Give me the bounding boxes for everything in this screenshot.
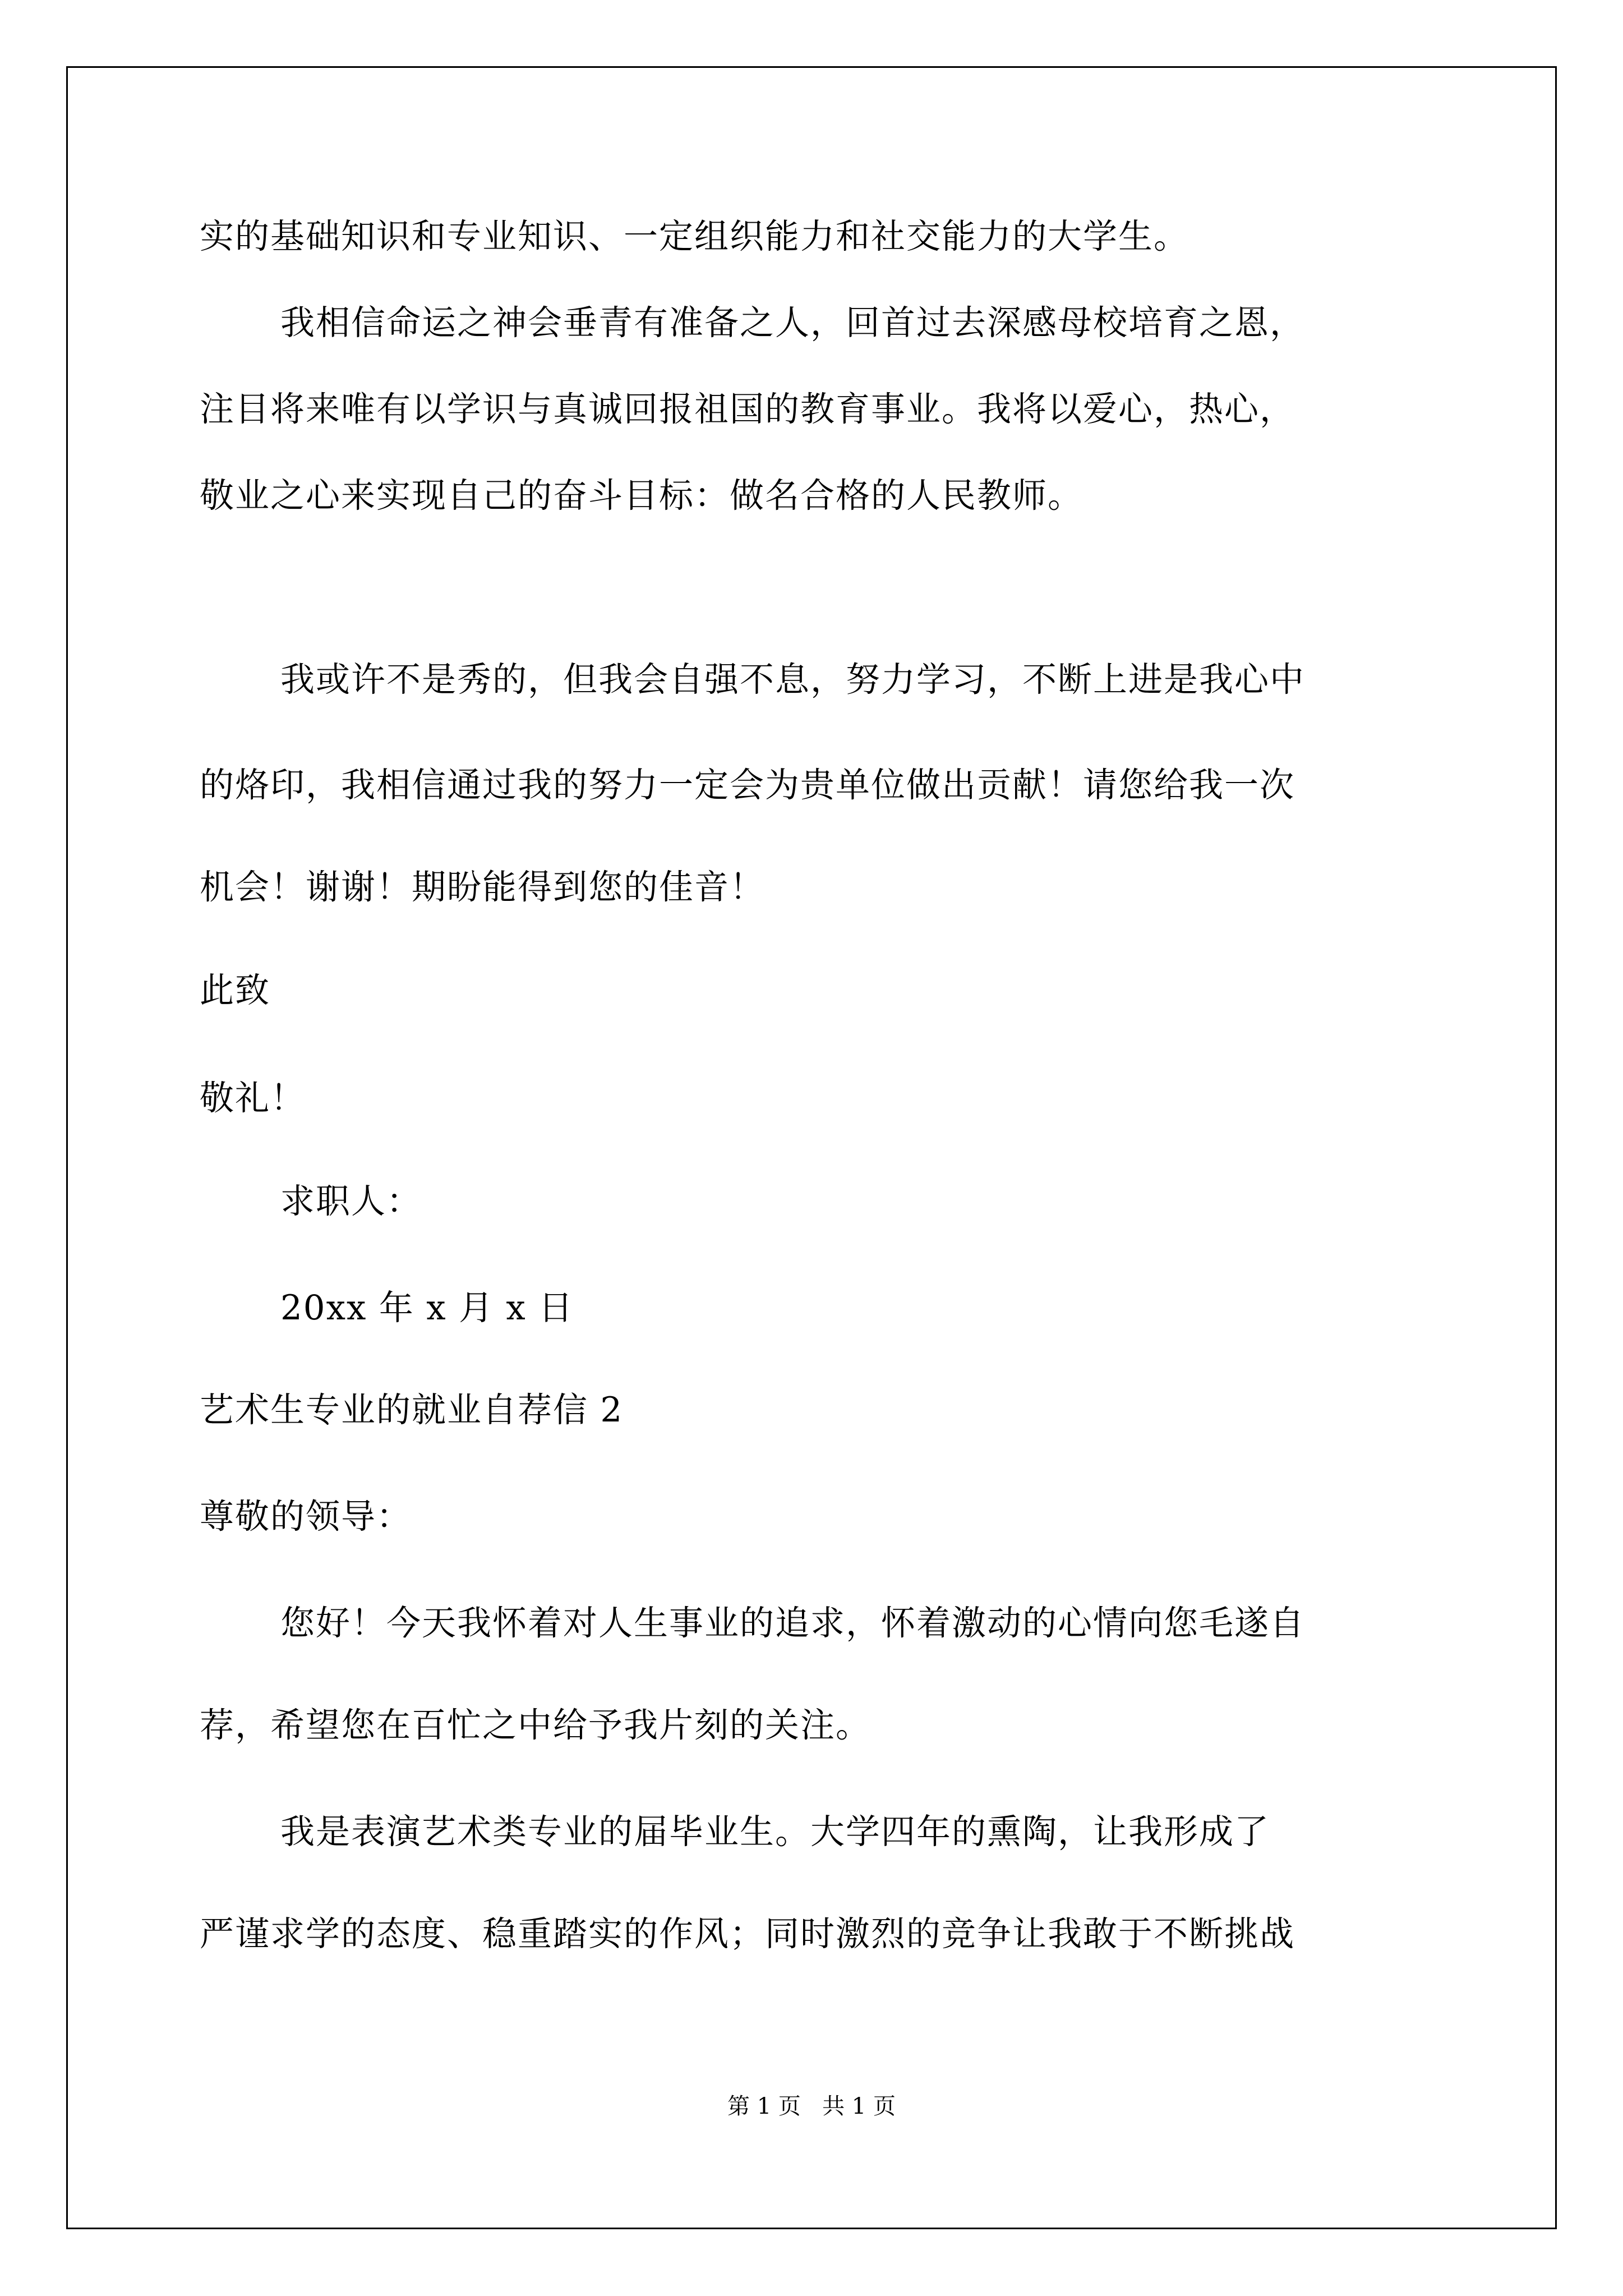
body-line-5: 我或许不是秀的，但我会自强不息，努力学习，不断上进是我心中 xyxy=(280,660,1306,700)
closing-salutation: 此致 xyxy=(200,970,271,1010)
body-line-8: 您好！今天我怀着对人生事业的追求，怀着激动的心情向您毛遂自 xyxy=(280,1603,1306,1643)
body-line-1: 实的基础知识和专业知识、一定组织能力和社交能力的大学生。 xyxy=(200,217,1189,256)
letter-date: 20xx 年 x 月 x 日 xyxy=(280,1288,574,1328)
body-line-9: 荐，希望您在百忙之中给予我片刻的关注。 xyxy=(200,1705,872,1745)
body-line-11: 严谨求学的态度、稳重踏实的作风；同时激烈的竞争让我敢于不断挑战 xyxy=(200,1914,1295,1954)
applicant-label: 求职人： xyxy=(280,1181,422,1221)
page-number-footer: 第 1 页 共 1 页 xyxy=(727,2093,896,2119)
section-title: 艺术生专业的就业自荐信 2 xyxy=(200,1390,624,1430)
body-line-4: 敬业之心来实现自己的奋斗目标：做名合格的人民教师。 xyxy=(200,476,1083,516)
body-line-2: 我相信命运之神会垂青有准备之人，回首过去深感母校培育之恩， xyxy=(280,303,1306,343)
greeting: 尊敬的领导： xyxy=(200,1497,412,1536)
body-line-3: 注目将来唯有以学识与真诚回报祖国的教育事业。我将以爱心，热心， xyxy=(200,389,1295,429)
closing-regards: 敬礼！ xyxy=(200,1078,306,1118)
body-line-10: 我是表演艺术类专业的届毕业生。大学四年的熏陶，让我形成了 xyxy=(280,1812,1270,1852)
body-line-7: 机会！谢谢！期盼能得到您的佳音！ xyxy=(200,867,766,907)
body-line-6: 的烙印，我相信通过我的努力一定会为贵单位做出贡献！请您给我一次 xyxy=(200,765,1295,805)
